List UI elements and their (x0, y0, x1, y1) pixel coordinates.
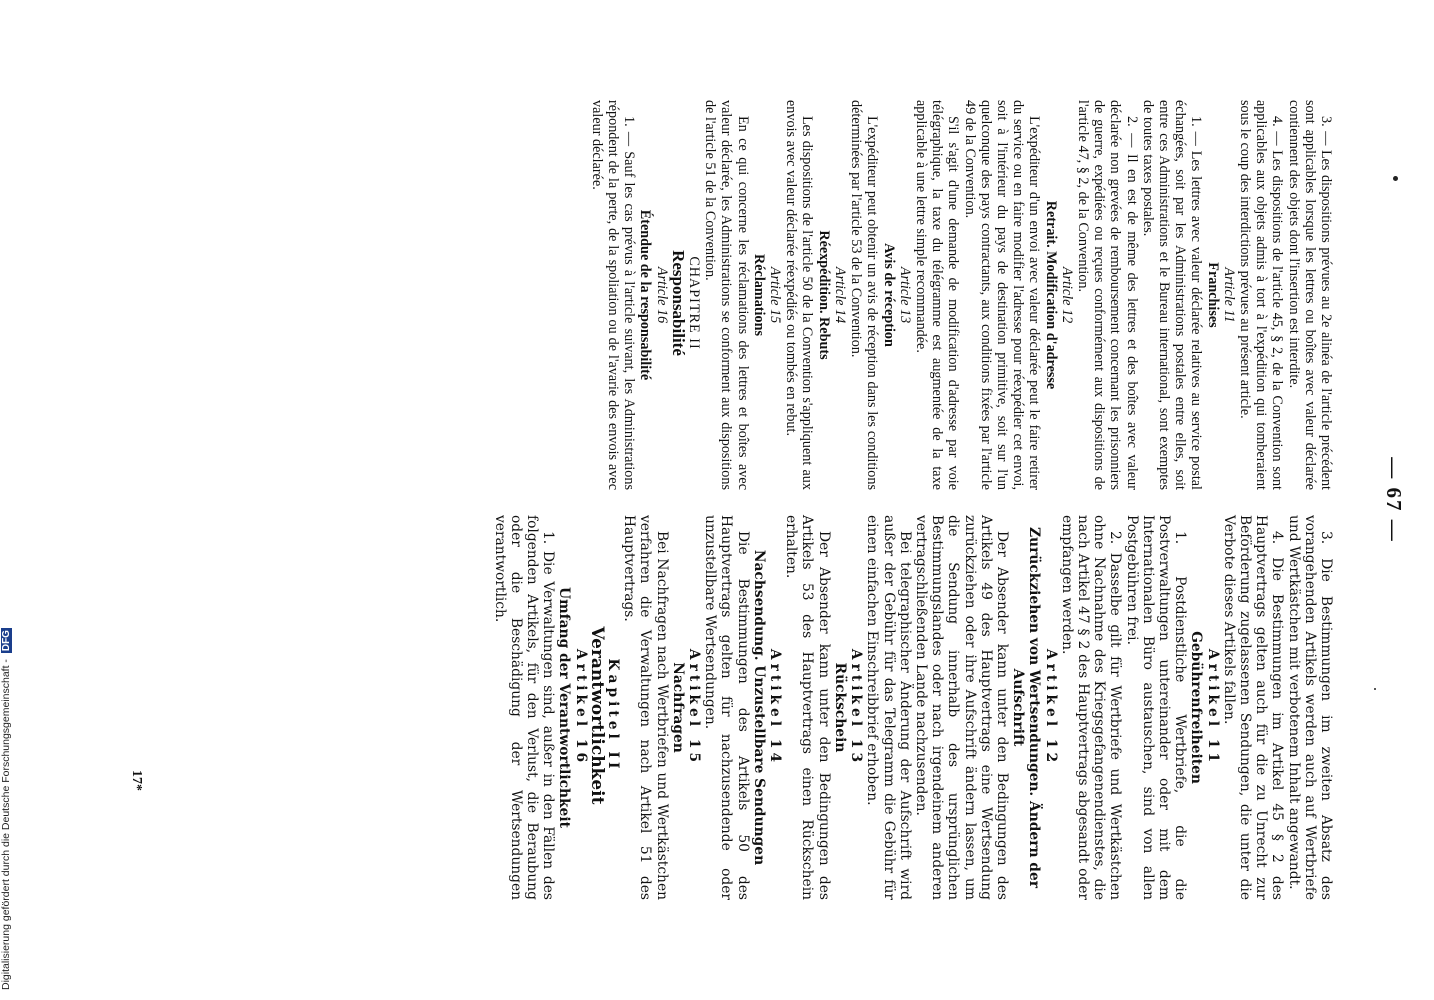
fr-article-heading: Article 13 (896, 266, 913, 324)
fr-paragraph: 1. — Les lettres avec valeur déclarée relatives au service postal échangées, soit par les Administrations postales entre elles, soit entre ces Administrations et le Bureau international, sont exemptes de toutes taxes postales. (1139, 100, 1205, 490)
de-article-heading: Artikel 13 (848, 648, 865, 767)
de-paragraph: Bei telegraphischer Änderung der Aufschrift wird außer der Gebühr für das Telegramm die Gebühr für einen einfachen Einschreibbrief erhoben. (864, 515, 913, 900)
de-chapter-heading: Kapitel II (605, 658, 622, 773)
de-article-title: Nachfragen (669, 662, 686, 753)
fr-paragraph: 1. — Sauf les cas prévus à l'article suivant, les Administrations répondent de la perte, de la spoliation ou de l'avarie des envois avec valeur déclarée. (588, 100, 638, 490)
fr-paragraph: 2. — Il en est de même des lettres et des boîtes avec valeur déclarée non grevées de remboursement concernant les prisonniers de guerre, expédiées ou reçues conformément aux dispositions de l'article 47, § 2, de la Convention. (1074, 100, 1140, 490)
fr-paragraph: S'il s'agit d'une demande de modification d'adresse par voie télégraphique, la taxe du télégramme est augmentée de la taxe applicable à une lettre simple recommandée. (912, 100, 962, 490)
de-paragraph: 3. Die Bestimmungen im zweiten Absatz des vorangehenden Artikels werden auch auf Wertbriefe und Wertkästchen mit verbotenem Inhalt angewandt. (1285, 515, 1334, 900)
de-paragraph: 1. Die Verwaltungen sind, außer in den Fällen des folgenden Artikels, für den Verlust, die Beraubung oder die Beschädigung der Wertsendungen verantwortlich. (491, 515, 557, 900)
de-chapter-title: Verantwortlichkeit (586, 626, 607, 805)
fr-article-title: Avis de réception (880, 243, 897, 347)
fr-paragraph: L'expéditeur peut obtenir un avis de réception dans les conditions déterminées par l'article 53 de la Convention. (848, 100, 881, 490)
de-paragraph: 2. Dasselbe gilt für Wertbriefe und Wertkästchen ohne Nachnahme des Kriegsgefangenendienstes, die nach Artikel 47 § 2 des Hauptvertrags abgesandt oder empfangen werden. (1058, 515, 1124, 900)
de-article-title: Gebührenfreiheiten (1188, 631, 1205, 784)
fr-paragraph: En ce qui concerne les réclamations des lettres et boîtes avec valeur déclarée, les Administrations se conforment aux dispositions de l'article 51 de la Convention. (702, 100, 751, 490)
digitization-credit (0, 628, 12, 990)
fr-chapter-heading: CHAPITRE II (686, 256, 703, 350)
speck-mark (1374, 688, 1376, 690)
de-paragraph: Der Absender kann unter den Bedingungen des Artikels 49 des Hauptvertrags eine Wertsendung zurückziehen oder ihre Aufschrift ändern lassen, um die Sendung innerhalb des ursprünglichen Bestimmungslandes oder nach irgendeinem anderen vertragschließenden Lande nachzusenden. (912, 515, 1010, 900)
de-article-title: Nachsendung. Unzustellbare Sendungen (750, 549, 767, 866)
fr-article-title: Réexpédition. Rebuts (815, 230, 832, 360)
fr-article-title: Réclamations (750, 254, 767, 336)
digitization-credit-text: Digitalisierung gefördert durch die Deutsche Forschungsgemeinschaft - (0, 659, 12, 990)
fr-article-title: Étendue de la responsabilité (637, 209, 654, 381)
de-paragraph: 1. Postdienstliche Wertbriefe, die die Postverwaltungen untereinander oder mit dem Internationalen Büro austauschen, sind von allen Postgebühren frei. (1123, 515, 1189, 900)
fr-article-title: Retrait. Modification d'adresse (1042, 200, 1059, 390)
de-article-title: Zurückziehen von Wertsendungen. Ändern der Aufschrift (1010, 526, 1043, 888)
fr-article-heading: Article 15 (767, 266, 784, 324)
de-paragraph: 4. Die Bestimmungen im Artikel 45 § 2 des Hauptvertrags gelten auch für die zu Unrecht zur Beförderung zugelassenen Sendungen, die unter die Verbote dieses Artikels fallen. (1220, 515, 1286, 900)
de-paragraph: Bei Nachfragen nach Wertbriefen und Wertkästchen verfahren die Verwaltungen nach Artikel 51 des Hauptvertrags. (621, 515, 670, 900)
de-article-heading: Artikel 12 (1042, 648, 1059, 767)
fr-article-title: Franchises (1204, 262, 1221, 328)
fr-article-heading: Article 12 (1058, 266, 1075, 324)
de-paragraph: Die Bestimmungen des Artikels 50 des Hauptvertrags gelten für nachzusendende oder unzustellbare Wertsendungen. (702, 515, 751, 900)
fr-paragraph: 3. — Les dispositions prévues au 2e alinéa de l'article précédent sont applicables lorsque les lettres ou boîtes avec valeur déclarée contiennent des objets dont l'insertion est interdite. (1285, 100, 1334, 490)
de-paragraph: Der Absender kann unter den Bedingungen des Artikels 53 des Hauptvertrags einen Rückschein erhalten. (783, 515, 832, 900)
french-column (589, 100, 1334, 490)
german-column (491, 515, 1334, 900)
dfg-logo: DFG (1, 630, 12, 652)
fr-article-heading: Article 11 (1220, 267, 1237, 323)
de-article-heading: Artikel 15 (686, 648, 703, 767)
fr-paragraph: Les dispositions de l'article 50 de la Convention s'appliquent aux envois avec valeur déclarée réexpédiés ou tombés en rebut. (783, 100, 816, 490)
de-article-heading: Artikel 11 (1204, 648, 1221, 767)
fr-paragraph: 4. — Les dispositions de l'article 45, § 2, de la Convention sont applicables aux objets admis à tort à l'expédition qui tomberaient sous le coup des interdictions prévues au présent article. (1236, 100, 1286, 490)
speck-mark (1393, 176, 1398, 181)
fr-article-heading: Article 14 (831, 266, 848, 324)
de-article-title: Umfang der Verantwortlichkeit (556, 587, 573, 828)
fr-article-heading: Article 16 (653, 266, 670, 324)
de-article-heading: Artikel 14 (767, 648, 784, 767)
page-number: — 67 — (1382, 457, 1406, 543)
fr-paragraph: L'expéditeur d'un envoi avec valeur déclarée peut le faire retirer du service ou en faire modifier l'adresse pour réexpédier cet envoi, soit à l'intérieur du pays de destination primitive, soit sur l'un quelconque des pays contractants, aux conditions fixées par l'article 49 de la Convention. (961, 100, 1043, 490)
de-article-title: Rückschein (831, 662, 848, 753)
fr-chapter-title: Responsabilité (668, 250, 688, 356)
de-article-heading: Artikel 16 (572, 648, 589, 767)
footer-number: 17* (129, 770, 144, 791)
